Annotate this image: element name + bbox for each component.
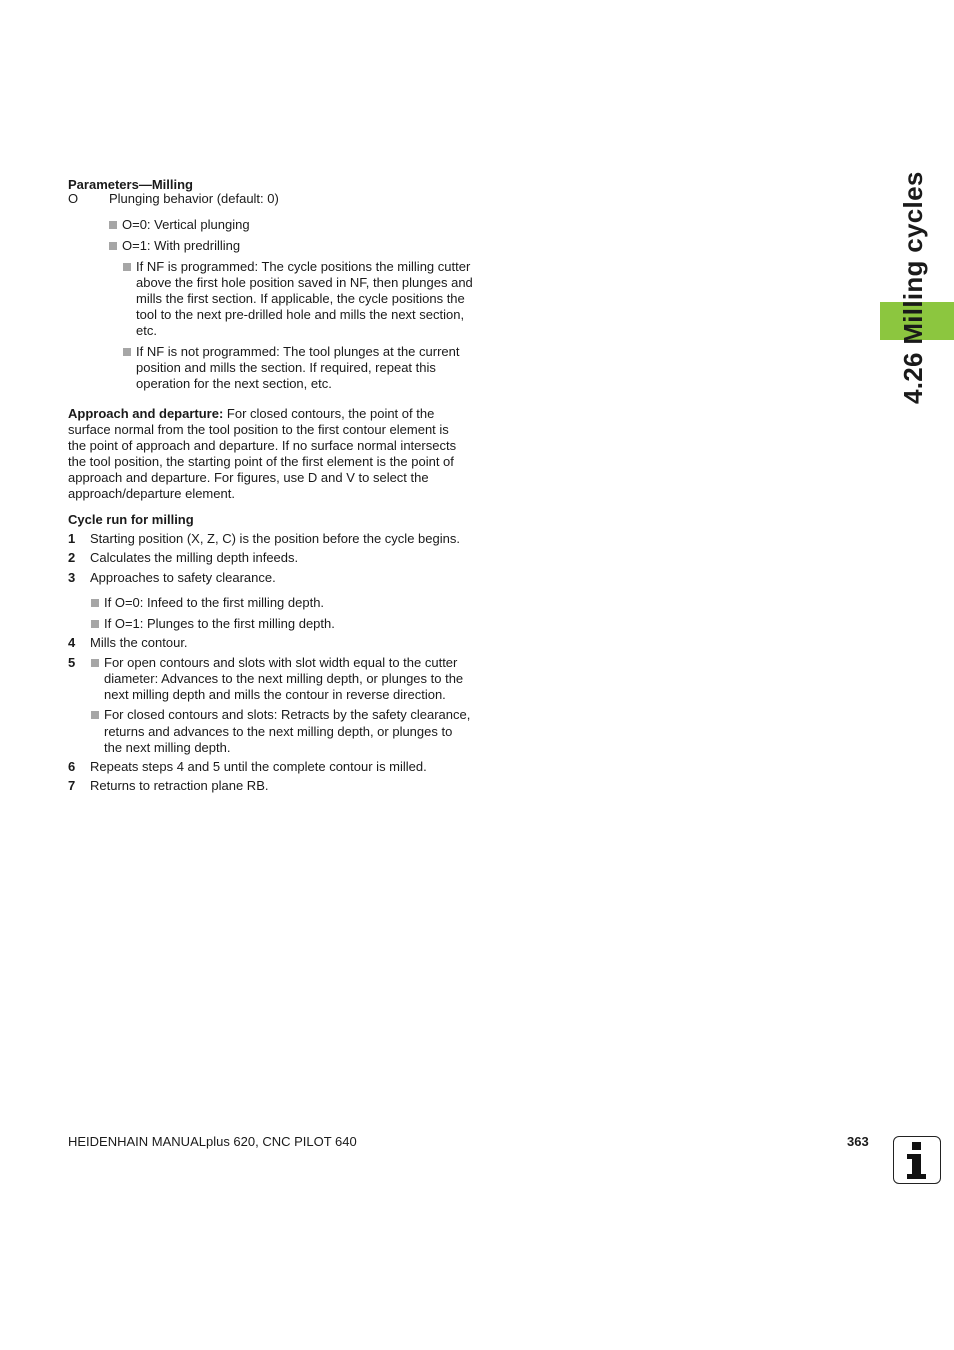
text-line: the point of approach and departure. If no surface normal intersects: [68, 438, 457, 453]
step-text: Approaches to safety clearance.: [90, 570, 276, 585]
text-line: the next milling depth.: [104, 740, 231, 755]
step-number: 1: [68, 531, 76, 546]
page-number: 363: [847, 1134, 869, 1149]
text-line: If NF is not programmed: The tool plunges at the current: [136, 344, 460, 359]
sub-step-text: If O=0: Infeed to the first milling depth.: [104, 595, 325, 610]
bullet-square-icon: [91, 711, 99, 719]
bullet-square-icon: [91, 620, 99, 628]
footer-product: HEIDENHAIN MANUALplus 620, CNC PILOT 640: [68, 1134, 357, 1149]
text-line: surface normal from the tool position to the first contour element is: [68, 422, 449, 437]
approach-lead: Approach and departure:: [68, 406, 224, 421]
option-label: O=0: Vertical plunging: [122, 217, 250, 232]
text-line: above the first hole position saved in NF, then plunges and: [136, 275, 473, 290]
bullet-square-icon: [109, 242, 117, 250]
text-line: approach and departure. For figures, use D and V to select the: [68, 470, 429, 485]
nf-not-programmed-text: [136, 344, 516, 392]
chapter-title: 4.26 Milling cycles: [898, 171, 928, 404]
text-line: diameter: Advances to the next milling depth, or plunges to the: [104, 671, 464, 686]
bullet-square-icon: [91, 599, 99, 607]
step-text: Calculates the milling depth infeeds.: [90, 550, 299, 565]
info-icon: [893, 1136, 941, 1184]
option-item: [109, 217, 250, 233]
text-line: If NF is programmed: The cycle positions the milling cutter: [136, 259, 471, 274]
sub-step-text: [104, 655, 514, 703]
text-line: mills the first section. If applicable, the cycle positions the: [136, 291, 465, 306]
text-line: next milling depth and mills the contour in reverse direction.: [104, 687, 446, 702]
step-number: 3: [68, 570, 76, 585]
step-text: Starting position (X, Z, C) is the position before the cycle begins.: [90, 531, 460, 546]
text-line: returns and advances to the next milling depth, or plunges to: [104, 724, 453, 739]
sub-step-text: If O=1: Plunges to the first milling depth.: [104, 616, 335, 631]
bullet-square-icon: [123, 348, 131, 356]
text-line: For open contours and slots with slot width equal to the cutter: [104, 655, 458, 670]
param-description: Plunging behavior (default: 0): [109, 191, 279, 206]
step-number: 7: [68, 778, 76, 793]
nf-programmed-text: [136, 259, 516, 339]
step-number: 6: [68, 759, 76, 774]
step-text: Returns to retraction plane RB.: [90, 778, 269, 793]
text-line: For closed contours, the point of the: [223, 406, 435, 421]
step-number: 2: [68, 550, 76, 565]
text-line: operation for the next section, etc.: [136, 376, 332, 391]
sub-step-text: [104, 707, 514, 756]
approach-paragraph: [68, 406, 518, 502]
sub-step: [91, 595, 324, 611]
step-text: Repeats steps 4 and 5 until the complete contour is milled.: [90, 759, 427, 774]
sub-step: [91, 616, 335, 632]
cycle-heading: Cycle run for milling: [68, 512, 194, 527]
bullet-square-icon: [109, 221, 117, 229]
bullet-square-icon: [123, 263, 131, 271]
option-item: [109, 238, 240, 254]
info-glyph-icon: [902, 1140, 932, 1180]
text-line: position and mills the section. If required, repeat this: [136, 360, 436, 375]
step-text: Mills the contour.: [90, 635, 188, 650]
text-line: the tool position, the starting point of the first element is the point of: [68, 454, 454, 469]
text-line: tool to the next pre-drilled hole and mills the next section,: [136, 307, 465, 322]
step-number: 5: [68, 655, 76, 670]
text-line: approach/departure element.: [68, 486, 235, 501]
params-heading: Parameters—Milling: [68, 177, 193, 192]
text-line: etc.: [136, 323, 157, 338]
text-line: For closed contours and slots: Retracts by the safety clearance,: [104, 707, 471, 722]
step-number: 4: [68, 635, 76, 650]
option-label: O=1: With predrilling: [122, 238, 241, 253]
bullet-square-icon: [91, 659, 99, 667]
param-key: O: [68, 191, 79, 206]
